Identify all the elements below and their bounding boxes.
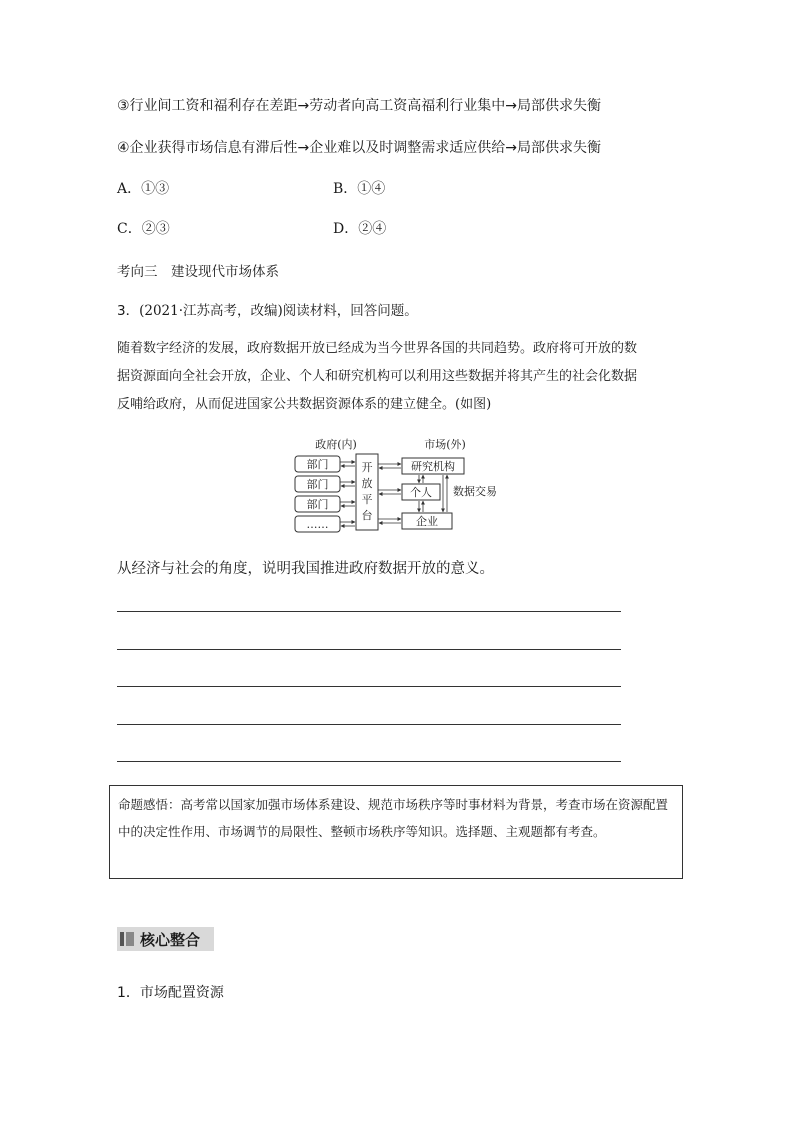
dept-label-3: 部门 [306,498,329,511]
statement-4: ④企业获得市场信息有滞后性→企业难以及时调整需求适应供给→局部供求失衡 [117,140,602,156]
platform-char-1: 开 [361,461,373,474]
statement-3: ③行业间工资和福利存在差距→劳动者向高工资高福利行业集中→局部供求失衡 [117,98,602,114]
dept-platform-arrows [340,462,355,526]
section-heading: 考向三 建设现代市场体系 [117,264,279,280]
insight-label: 命题感悟： [118,797,181,812]
market-label: 市场(外) [424,438,466,451]
answer-line-5[interactable] [117,761,621,762]
core-section-header [117,927,214,951]
platform-char-2: 放 [361,477,373,490]
core-title: 核心整合 [140,930,201,949]
option-d[interactable]: D．②④ [333,221,387,237]
dept-label-4: …… [306,518,329,531]
material-line-1: 随着数字经济的发展，政府数据开放已经成为当今世界各国的共同趋势。政府将可开放的数 [117,341,638,356]
question-source: (2021·江苏高考，改编) [139,303,283,319]
trade-label: 数据交易 [453,485,497,498]
gov-label: 政府(内) [315,438,357,451]
material-line-3: 反哺给政府，从而促进国家公共数据资源体系的建立健全。(如图) [117,397,492,412]
question-intro: 阅读材料，回答问题。 [282,303,418,319]
dept-label-2: 部门 [306,478,329,491]
option-b[interactable]: B．①④ [333,181,386,197]
data-open-diagram [288,432,518,536]
material-text [117,335,687,419]
platform-char-3: 平 [361,493,373,506]
enterprise-label: 企业 [416,515,438,528]
core-item-1: 1．市场配置资源 [117,985,224,1001]
question-prompt: 从经济与社会的角度，说明我国推进政府数据开放的意义。 [117,561,494,577]
research-label: 研究机构 [411,460,455,473]
insight-text: 高考常以国家加强市场体系建设、规范市场秩序等时事材料为背景，考查市场在资源配置中的决定性作用、市场调节的局限性、整顿市场秩序等知识。选择题、主观题都有考查。 [118,797,669,839]
material-line-2: 据资源面向全社会开放，企业、个人和研究机构可以利用这些数据并将其产生的社会化数据 [117,369,638,384]
question-3 [117,299,418,319]
answer-line-3[interactable] [117,686,621,687]
person-label: 个人 [410,486,432,499]
question-number: 3． [117,303,140,319]
insight-box [109,785,683,879]
section-bars-icon [120,932,134,946]
answer-line-2[interactable] [117,649,621,650]
answer-line-1[interactable] [117,611,621,612]
dept-label-1: 部门 [306,458,329,471]
option-a[interactable]: A．①③ [117,181,170,197]
answer-line-4[interactable] [117,724,621,725]
platform-market-arrows [378,464,401,523]
option-c[interactable]: C．②③ [117,221,170,237]
platform-char-4: 台 [361,509,373,522]
